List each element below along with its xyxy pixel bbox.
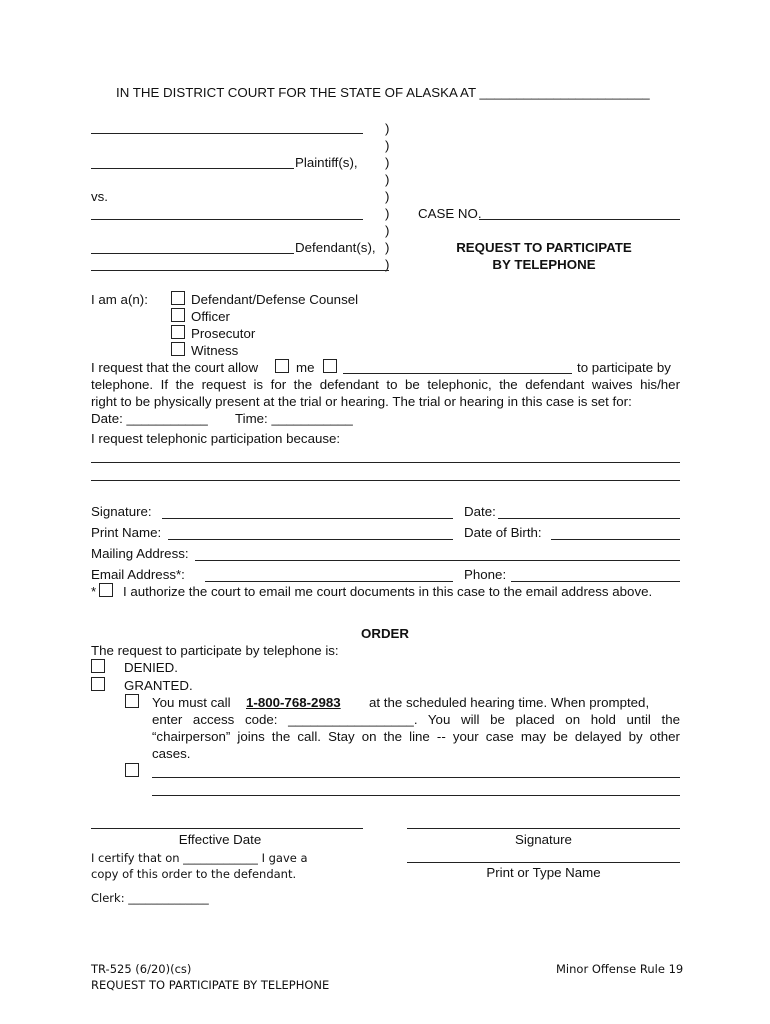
paren: ) [385,223,390,238]
case-no-field[interactable] [479,219,680,220]
caption-bottom-line [91,270,389,271]
granted-label: GRANTED. [124,678,193,693]
effective-date-label: Effective Date [178,832,262,847]
rule-reference: Minor Offense Rule 19 [556,962,684,976]
case-no-label: CASE NO. [418,206,482,221]
plaintiff-name-line-1[interactable] [91,133,363,134]
cases-line: cases. [152,746,191,761]
mailing-address-field[interactable] [195,560,680,561]
request-other-checkbox[interactable] [323,359,337,373]
hearing-time-field[interactable]: Time: ___________ [235,411,353,426]
paren: ) [385,189,390,204]
clerk-label: Clerk: ______________ [91,891,209,905]
date-label: Date: [464,504,496,519]
other-option-line-2[interactable] [152,795,680,796]
reason-line-2[interactable] [91,480,680,481]
call-text-b: at the scheduled hearing time. When prompted, [369,695,650,710]
reason-label: I request telephonic participation because: [91,431,341,446]
defendant-name-line-1[interactable] [91,219,363,220]
request-text-line2: telephone. If the request is for the defendant to be telephonic, the defendant waives his/her [91,377,680,392]
chairperson-line: “chairperson” joins the call. Stay on the line -- your case may be delayed by other [152,729,680,744]
role-option-officer: Officer [191,309,230,324]
reason-line-1[interactable] [91,462,680,463]
role-checkbox-defendant[interactable] [171,291,185,305]
dob-field[interactable] [551,539,680,540]
request-text-a: I request that the court allow [91,360,259,375]
request-text-b: to participate by [577,360,671,375]
email-authorize-text: I authorize the court to email me court documents in this case to the email address above. [123,584,653,599]
effective-date-line[interactable] [91,828,363,829]
role-label: I am a(n): [91,292,148,307]
certify-line-1: I certify that on _____________ I gave a [91,851,308,865]
form-title-line1: REQUEST TO PARTICIPATE [456,240,632,255]
vs-label: vs. [91,189,108,204]
mailing-address-label: Mailing Address: [91,546,189,561]
paren: ) [385,138,390,153]
asterisk: * [91,584,97,599]
email-label: Email Address*: [91,567,185,582]
request-other-name-field[interactable] [343,373,572,374]
denied-checkbox[interactable] [91,659,105,673]
print-type-name-label: Print or Type Name [486,865,601,880]
hearing-date-field[interactable]: Date: ___________ [91,411,208,426]
defendant-label: Defendant(s), [295,240,376,255]
role-checkbox-prosecutor[interactable] [171,325,185,339]
paren: ) [385,155,390,170]
request-text-line3: right to be physically present at the trial or hearing. The trial or hearing in this case is set for: [91,394,632,409]
phone-field[interactable] [511,581,680,582]
order-title: ORDER [361,626,410,641]
plaintiff-label: Plaintiff(s), [295,155,358,170]
other-option-checkbox[interactable] [125,763,139,777]
request-me-label: me [296,360,315,375]
judge-signature-line[interactable] [407,828,680,829]
print-type-name-line[interactable] [407,862,680,863]
paren: ) [385,240,390,255]
other-option-line-1[interactable] [152,777,680,778]
dob-label: Date of Birth: [464,525,542,540]
call-text-a: You must call [152,695,231,710]
phone-label: Phone: [464,567,507,582]
court-title: IN THE DISTRICT COURT FOR THE STATE OF ALASKA AT _______________________ [116,85,650,100]
email-field[interactable] [205,581,453,582]
role-checkbox-officer[interactable] [171,308,185,322]
form-code: TR-525 (6/20)(cs) [91,962,192,976]
email-authorize-checkbox[interactable] [99,583,113,597]
signature-label: Signature: [91,504,152,519]
call-phone-number: 1-800-768-2983 [246,695,341,710]
paren: ) [385,121,390,136]
form-title-line2: BY TELEPHONE [492,257,596,272]
call-option-checkbox[interactable] [125,694,139,708]
role-option-defendant: Defendant/Defense Counsel [191,292,359,307]
paren: ) [385,206,390,221]
signature-field[interactable] [162,518,453,519]
request-me-checkbox[interactable] [275,359,289,373]
defendant-name-line-2[interactable] [91,253,294,254]
order-intro: The request to participate by telephone is: [91,643,339,658]
role-checkbox-witness[interactable] [171,342,185,356]
access-code-line: enter access code: _________________. You will be placed on hold until the [152,712,680,727]
certify-line-2: copy of this order to the defendant. [91,867,297,881]
judge-signature-label: Signature [515,832,572,847]
print-name-field[interactable] [168,539,453,540]
denied-label: DENIED. [124,660,178,675]
role-option-witness: Witness [191,343,239,358]
paren: ) [385,257,390,272]
print-name-label: Print Name: [91,525,162,540]
paren: ) [385,172,390,187]
plaintiff-name-line-2[interactable] [91,168,294,169]
granted-checkbox[interactable] [91,677,105,691]
role-option-prosecutor: Prosecutor [191,326,256,341]
date-field[interactable] [498,518,680,519]
form-name: REQUEST TO PARTICIPATE BY TELEPHONE [91,978,330,992]
